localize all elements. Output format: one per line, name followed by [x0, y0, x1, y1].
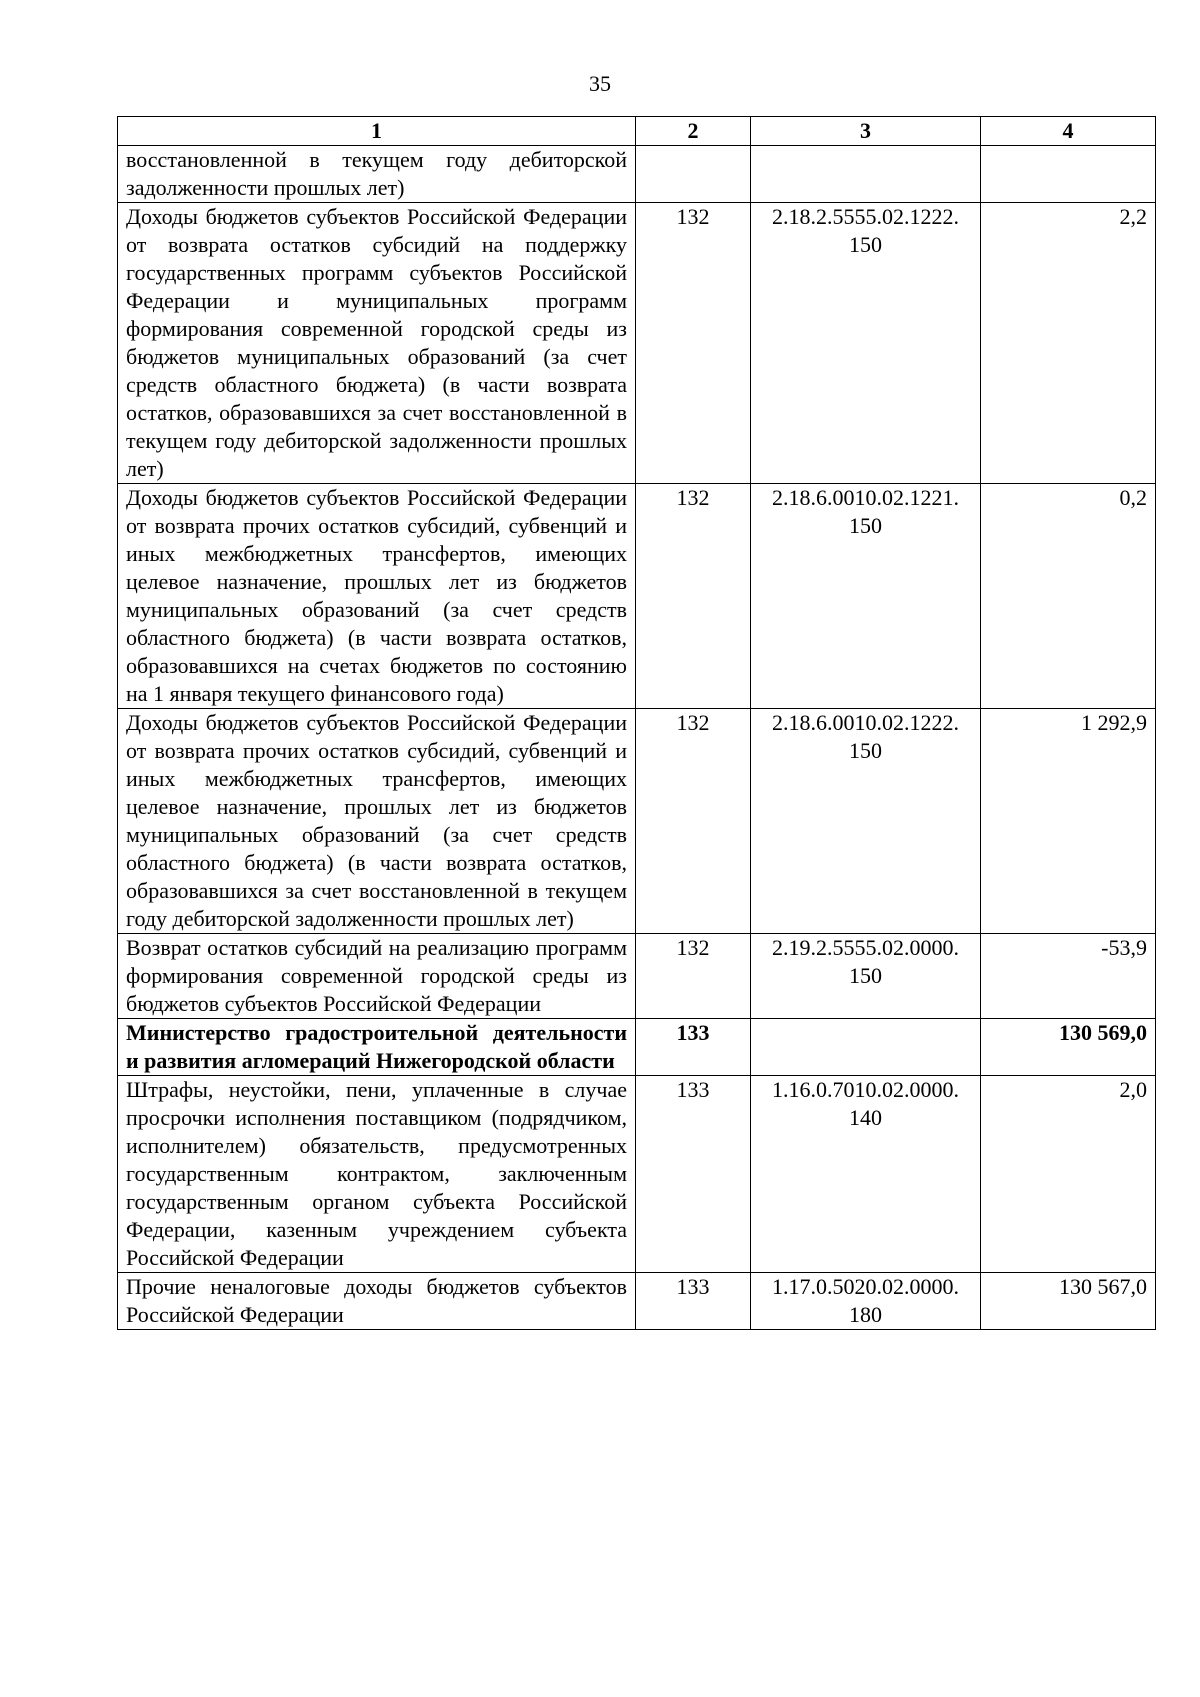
- header-row: [118, 117, 1156, 146]
- table-row-ministry: [118, 1019, 1156, 1076]
- row-amount: 1 292,9: [981, 709, 1156, 934]
- row-budget-code: 1.17.0.5020.02.0000. 180: [751, 1273, 981, 1330]
- row-name: Возврат остатков субсидий на реализацию программ формирования современной городской среды из бюджетов субъектов Российской Федерации: [118, 934, 636, 1019]
- table-row: [118, 1076, 1156, 1273]
- row-amount: -53,9: [981, 934, 1156, 1019]
- row-name: Министерство градостроительной деятельности и развития агломераций Нижегородской области: [118, 1019, 636, 1076]
- header-col-2: 2: [636, 117, 751, 146]
- row-budget-code: 1.16.0.7010.02.0000. 140: [751, 1076, 981, 1273]
- row-budget-code: 2.18.6.0010.02.1221. 150: [751, 484, 981, 709]
- header-col-4: 4: [981, 117, 1156, 146]
- row-name: Доходы бюджетов субъектов Российской Федерации от возврата остатков субсидий на поддержку государственных программ субъектов Российской Федерации и муниципальных программ формирования современной городской среды из бюджетов муниципальных образований (за счет средств областного бюджета) (в части возврата остатков, образовавшихся за счет восстановленной в текущем году дебиторской задолженности прошлых лет): [118, 203, 636, 484]
- row-admin-code: 133: [636, 1273, 751, 1330]
- row-name: Доходы бюджетов субъектов Российской Федерации от возврата прочих остатков субсидий, субвенций и иных межбюджетных трансфертов, имеющих целевое назначение, прошлых лет из бюджетов муниципальных образований (за счет средств областного бюджета) (в части возврата остатков, образовавшихся за счет восстановленной в текущем году дебиторской задолженности прошлых лет): [118, 709, 636, 934]
- row-admin-code: 132: [636, 203, 751, 484]
- header-col-3: 3: [751, 117, 981, 146]
- table-row: [118, 146, 1156, 203]
- budget-table: [117, 116, 1156, 1330]
- row-name: Штрафы, неустойки, пени, уплаченные в случае просрочки исполнения поставщиком (подрядчиком, исполнителем) обязательств, предусмотренных государственным контрактом, заключенным государственным органом субъекта Российской Федерации, казенным учреждением субъекта Российской Федерации: [118, 1076, 636, 1273]
- row-admin-code: 132: [636, 934, 751, 1019]
- row-amount: 0,2: [981, 484, 1156, 709]
- row-budget-code: [751, 146, 981, 203]
- row-name: Доходы бюджетов субъектов Российской Федерации от возврата прочих остатков субсидий, субвенций и иных межбюджетных трансфертов, имеющих целевое назначение, прошлых лет из бюджетов муниципальных образований (за счет средств областного бюджета) (в части возврата остатков, образовавшихся на счетах бюджетов по состоянию на 1 января текущего финансового года): [118, 484, 636, 709]
- table-row: [118, 203, 1156, 484]
- row-admin-code: 132: [636, 709, 751, 934]
- row-amount: 130 569,0: [981, 1019, 1156, 1076]
- row-amount: 2,0: [981, 1076, 1156, 1273]
- table-row: [118, 934, 1156, 1019]
- table-row: [118, 1273, 1156, 1330]
- row-amount: 2,2: [981, 203, 1156, 484]
- row-admin-code: 133: [636, 1019, 751, 1076]
- table-row: [118, 709, 1156, 934]
- header-col-1: 1: [118, 117, 636, 146]
- row-budget-code: 2.18.2.5555.02.1222. 150: [751, 203, 981, 484]
- row-name: восстановленной в текущем году дебиторской задолженности прошлых лет): [118, 146, 636, 203]
- page-number: 35: [589, 71, 611, 96]
- row-budget-code: 2.18.6.0010.02.1222. 150: [751, 709, 981, 934]
- row-admin-code: 132: [636, 484, 751, 709]
- row-budget-code: [751, 1019, 981, 1076]
- row-admin-code: [636, 146, 751, 203]
- row-amount: [981, 146, 1156, 203]
- row-admin-code: 133: [636, 1076, 751, 1273]
- row-budget-code: 2.19.2.5555.02.0000. 150: [751, 934, 981, 1019]
- row-name: Прочие неналоговые доходы бюджетов субъектов Российской Федерации: [118, 1273, 636, 1330]
- table-row: [118, 484, 1156, 709]
- row-amount: 130 567,0: [981, 1273, 1156, 1330]
